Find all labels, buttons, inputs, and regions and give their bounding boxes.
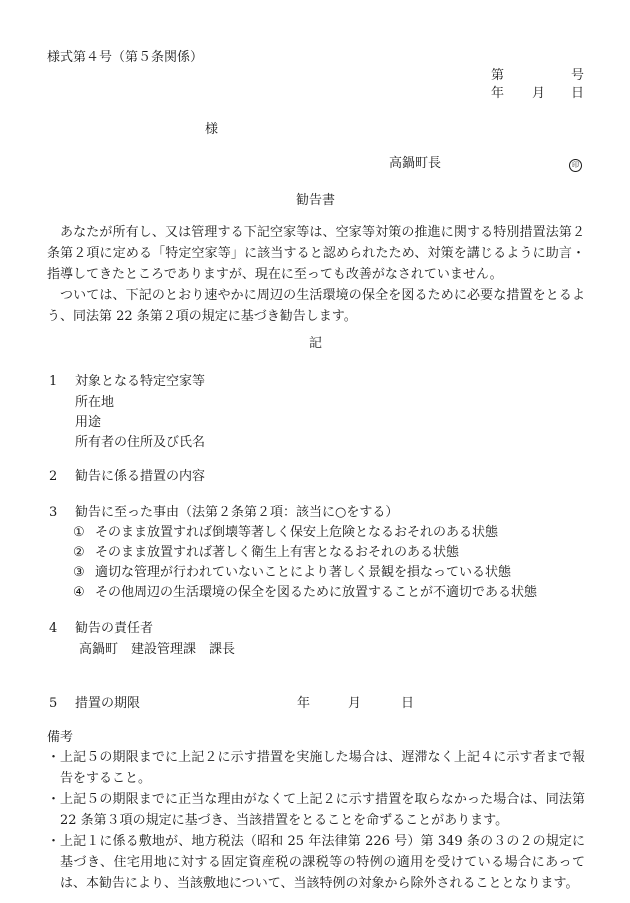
section-2-number: 2 [49, 469, 58, 484]
body-text [47, 222, 585, 327]
note-bullet: ・ [47, 750, 61, 765]
reason-3-text: 適切な管理が行われていないことにより著しく景観を損なっている状態 [95, 565, 512, 580]
note-bullet: ・ [47, 792, 61, 807]
section-5-title: 措置の期限 [75, 696, 141, 711]
field-owner: 所有者の住所及び氏名 [75, 435, 206, 450]
section-5-number: 5 [49, 696, 58, 711]
reason-1-text: そのまま放置すれば倒壊等著しく保安上危険となるおそれのある状態 [95, 525, 499, 540]
date-day: 日 [571, 86, 585, 101]
responsible-person: 高鍋町 建設管理課 課長 [79, 642, 236, 657]
doc-number-prefix: 第 [491, 68, 505, 83]
deadline-day: 日 [401, 696, 415, 711]
section-1-title: 対象となる特定空家等 [75, 374, 206, 389]
section-3-title: 勧告に至った事由（法第２条第２項：該当に○をする） [75, 505, 399, 520]
note-item [47, 747, 585, 789]
form-number: 様式第４号（第５条関係） [47, 50, 204, 65]
notes-list [47, 747, 585, 894]
reason-1-mark: ① [73, 525, 85, 540]
doc-number-suffix: 号 [571, 68, 585, 83]
section-2-title: 勧告に係る措置の内容 [75, 469, 206, 484]
reason-2-mark: ② [73, 545, 85, 560]
section-1-number: 1 [49, 374, 58, 389]
section-4-number: 4 [49, 621, 58, 636]
note-item [47, 831, 585, 894]
note-item [47, 789, 585, 831]
reason-3-mark: ③ [73, 565, 85, 580]
body-paragraph-2: ついては、下記のとおり速やかに周辺の生活環境の保全を図るために必要な措置をとるよう、同法第 22 条第２項の規定に基づき勧告します。 [47, 288, 585, 324]
addressee-suffix: 様 [205, 122, 219, 137]
seal-label: 印 [569, 159, 582, 172]
note-bullet: ・ [47, 834, 61, 849]
seal-mark [569, 157, 582, 172]
body-paragraph-1: あなたが所有し、又は管理する下記空家等は、空家等対策の推進に関する特別措置法第２条第２項に定める「特定空家等」に該当すると認められたため、対策を講じるように助言・指導してきたところでありますが、現在に至っても改善がなされていません。 [47, 225, 585, 282]
reason-4-text: その他周辺の生活環境の保全を図るために放置することが不適切である状態 [95, 585, 538, 600]
date-month: 月 [532, 86, 546, 101]
field-usage: 用途 [75, 415, 102, 430]
note-text-2: 上記５の期限までに正当な理由がなくて上記２に示す措置を取らなかった場合は、同法第 22 条第３項の規定に基づき、当該措置をとることを命ずることがあります。 [60, 792, 585, 828]
reason-4-mark: ④ [73, 585, 85, 600]
reason-2-text: そのまま放置すれば著しく衛生上有害となるおそれのある状態 [95, 545, 460, 560]
deadline-year: 年 [297, 696, 311, 711]
note-text-3: 上記１に係る敷地が、地方税法（昭和 25 年法律第 226 号）第 349 条の３の２の規定に基づき、住宅用地に対する固定資産税の課税等の特例の適用を受けている場合にあっては、本勧告により、当該敷地について、当該特例の対象から除外されることとなります。 [60, 834, 585, 891]
field-location: 所在地 [75, 395, 115, 410]
note-text-1: 上記５の期限までに上記２に示す措置を実施した場合は、遅滞なく上記４に示す者まで報告をすること。 [60, 750, 585, 786]
ki-heading: 記 [309, 336, 323, 351]
section-4-title: 勧告の責任者 [75, 621, 154, 636]
date-year: 年 [491, 86, 505, 101]
deadline-month: 月 [348, 696, 362, 711]
issuer-name: 高鍋町長 [389, 156, 442, 171]
section-3-number: 3 [49, 505, 58, 520]
notes-heading: 備考 [47, 730, 74, 745]
document-title: 勧告書 [296, 193, 336, 208]
